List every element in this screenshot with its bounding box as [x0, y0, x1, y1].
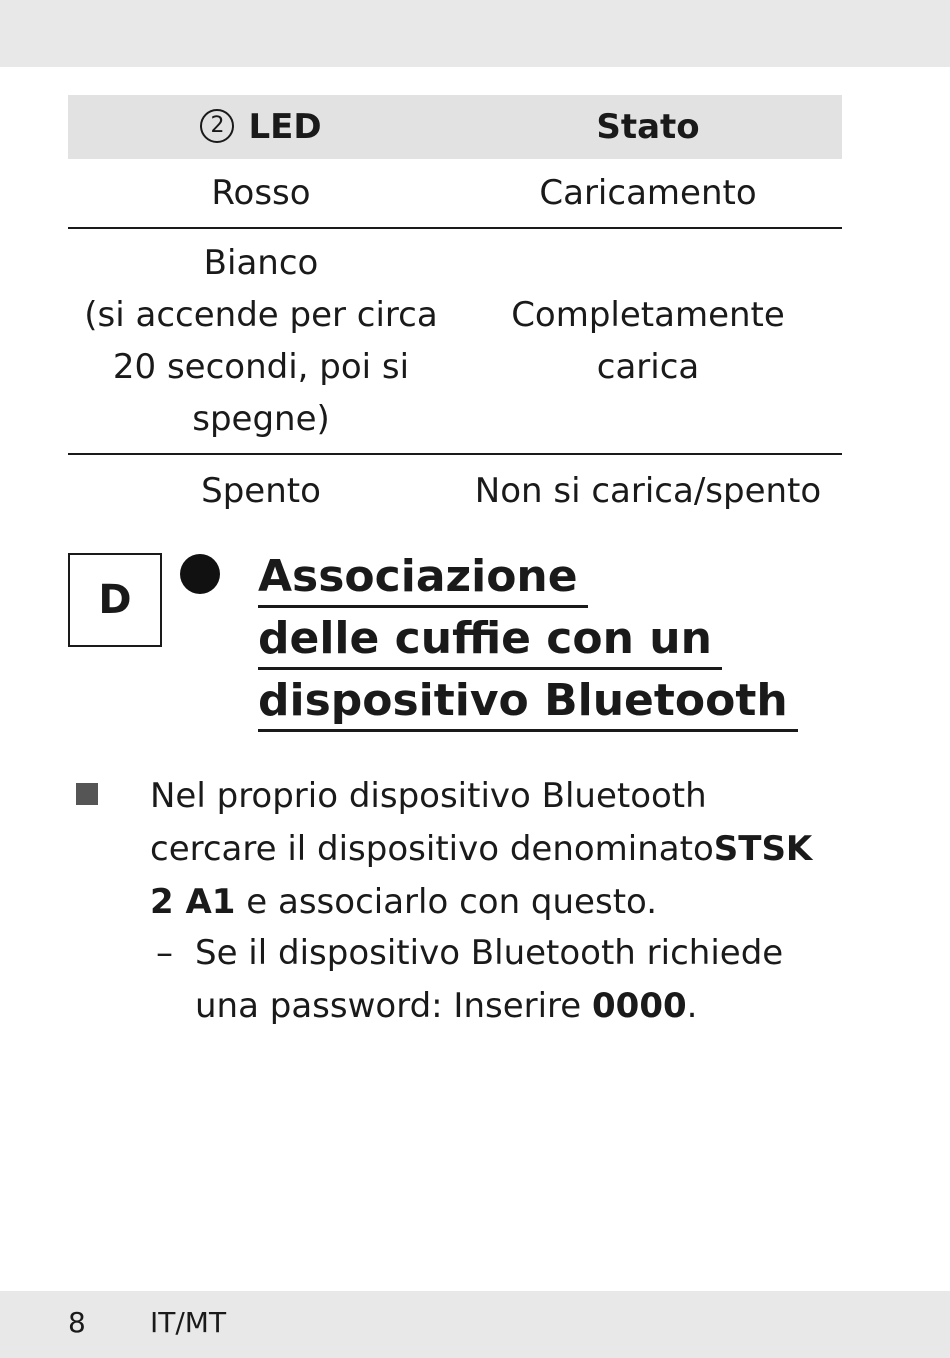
instruction-suffix: e associarlo con questo. — [235, 882, 658, 922]
table-header-row — [68, 95, 842, 159]
page-number: 8 — [68, 1306, 86, 1339]
led-line: (si accende per circa — [84, 295, 438, 335]
led-line: spegne) — [192, 399, 330, 439]
heading-line: Associazione — [258, 549, 588, 608]
state-cell: Completamente carica — [454, 228, 842, 454]
table-row — [68, 159, 842, 228]
password-value: 0000 — [592, 986, 687, 1026]
bullet-dot-icon — [180, 554, 220, 594]
square-bullet-icon — [76, 783, 98, 805]
header-led-label: LED — [248, 107, 322, 147]
sub-instruction-suffix: . — [686, 986, 698, 1026]
footer-band — [0, 1291, 950, 1358]
heading-line: delle cuffie con un — [258, 611, 722, 670]
led-cell — [68, 228, 454, 454]
device-name: STSK 2 A1 — [150, 829, 813, 922]
sub-instruction-prefix: Se il dispositivo Bluetooth richiede una password: Inserire — [195, 933, 784, 1026]
led-cell — [68, 159, 454, 228]
instruction-prefix: Nel proprio dispositivo Bluetooth cercare il dispositivo denominato — [150, 776, 714, 869]
led-cell — [68, 454, 454, 527]
instruction-text — [150, 770, 840, 929]
led-line: Spento — [201, 471, 321, 511]
header-led — [68, 95, 454, 159]
callout-number-icon: 2 — [200, 109, 234, 143]
table-row — [68, 228, 842, 454]
language-code: IT/MT — [150, 1306, 227, 1339]
heading-line: dispositivo Bluetooth — [258, 673, 798, 732]
section-letter-box: D — [68, 553, 162, 647]
state-cell: Caricamento — [454, 159, 842, 228]
led-line: 20 secondi, poi si — [112, 347, 410, 387]
led-line: Rosso — [211, 173, 311, 213]
sub-instruction-text — [195, 927, 845, 1033]
led-status-table — [68, 95, 842, 527]
state-cell: Non si carica/spento — [474, 471, 822, 511]
led-line: Bianco — [203, 243, 319, 283]
table-row — [68, 454, 842, 527]
section-heading — [258, 546, 848, 732]
dash-bullet: – — [156, 933, 173, 973]
top-band — [0, 0, 950, 67]
header-state: Stato — [454, 95, 842, 159]
